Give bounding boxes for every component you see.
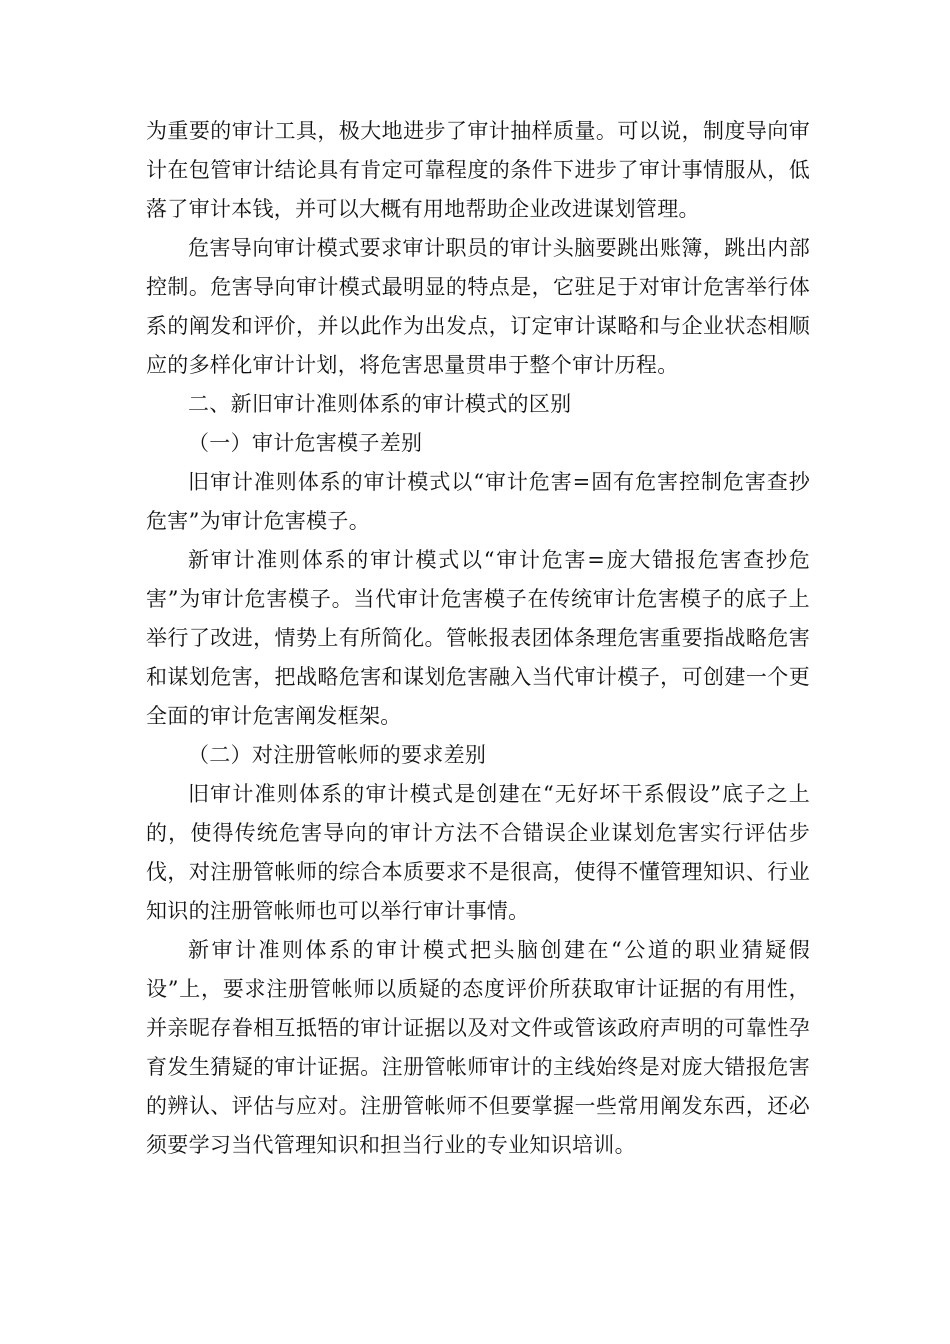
section-heading-differences: 二、新旧审计准则体系的审计模式的区别 <box>188 392 572 416</box>
paragraph-risk-oriented-audit: 危害导向审计模式要求审计职员的审计头脑要跳出账簿，跳出内部控制。危害导向审计模式最明显的特点是，它驻足于对审计危害举行体系的阐发和评价，并以此作为出发点，订定审计谋略和与企业状态相顺应的多样化审计计划，将危害思量贯串于整个审计历程。 <box>146 236 810 377</box>
document-body <box>146 112 810 1165</box>
paragraph-old-cpa-requirements: 旧审计准则体系的审计模式是创建在“无好坏干系假设”底子之上的，使得传统危害导向的审计方法不合错误企业谋划危害实行评估步伐，对注册管帐师的综合本质要求不是很高，使得不懂管理知识、行业知识的注册管帐师也可以举行审计事情。 <box>146 782 810 923</box>
paragraph-continuation: 为重要的审计工具，极大地进步了审计抽样质量。可以说，制度导向审计在包管审计结论具有肯定可靠程度的条件下进步了审计事情服从，低落了审计本钱，并可以大概有用地帮助企业改进谋划管理。 <box>146 119 810 221</box>
subheading-risk-model: （一）审计危害模子差别 <box>188 431 423 455</box>
paragraph-new-risk-model: 新审计准则体系的审计模式以“审计危害=庞大错报危害查抄危害”为审计危害模子。当代审计危害模子在传统审计危害模子的底子上举行了改进，情势上有所简化。管帐报表团体条理危害重要指战略危害和谋划危害，把战略危害和谋划危害融入当代审计模子，可创建一个更全面的审计危害阐发框架。 <box>146 548 810 728</box>
paragraph-new-cpa-requirements: 新审计准则体系的审计模式把头脑创建在“公道的职业猜疑假设”上，要求注册管帐师以质疑的态度评价所获取审计证据的有用性，并亲昵存眷相互抵牾的审计证据以及对文件或管该政府声明的可靠性孕育发生猜疑的审计证据。注册管帐师审计的主线始终是对庞大错报危害的辨认、评估与应对。注册管帐师不但要掌握一些常用阐发东西，还必须要学习当代管理知识和担当行业的专业知识培训。 <box>146 938 810 1157</box>
subheading-cpa-requirements: （二）对注册管帐师的要求差别 <box>188 743 487 767</box>
paragraph-old-risk-model: 旧审计准则体系的审计模式以“审计危害=固有危害控制危害查抄危害”为审计危害模子。 <box>146 470 810 533</box>
